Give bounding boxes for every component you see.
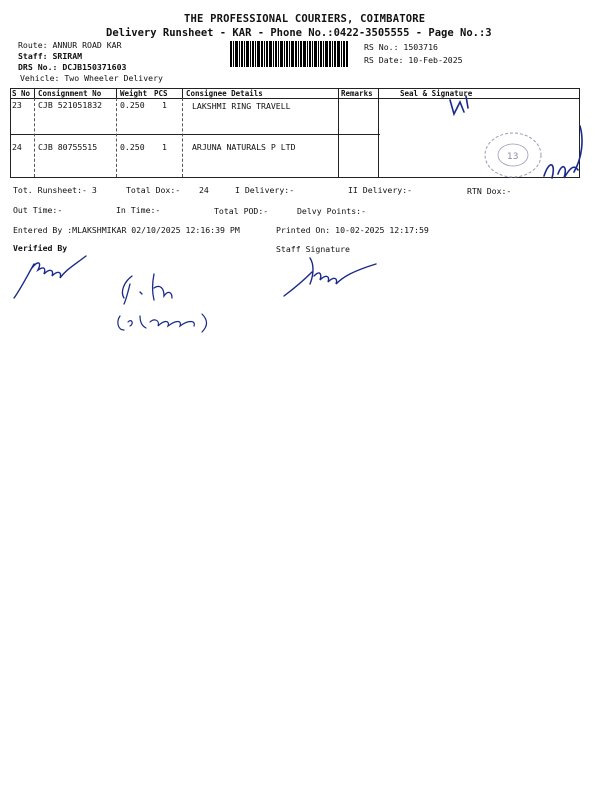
header-seal-signature: Seal & Signature: [400, 89, 473, 98]
verified-by-label: Verified By: [13, 243, 68, 253]
staff-signature-label: Staff Signature: [276, 244, 350, 254]
header-sno: S No: [12, 89, 31, 98]
delvy-points: Delvy Points:-: [297, 206, 367, 216]
initials-signature: [110, 270, 220, 334]
row-2-pcs: 1: [162, 142, 167, 152]
row-1-signature-mark: [444, 92, 480, 122]
row-1-consignee: LAKSHMI RING TRAVELL: [192, 101, 291, 111]
rs-number: RS No.: 1503716: [364, 42, 438, 52]
i-delivery: I Delivery:-: [235, 185, 295, 195]
row-1-consignment: CJB 521051832: [38, 100, 103, 110]
in-time: In Time:-: [116, 205, 161, 215]
row-2-consignment: CJB 80755515: [38, 142, 98, 152]
row-1-weight: 0.250: [120, 100, 145, 110]
route-text: Route: ANNUR ROAD KAR: [18, 40, 122, 50]
row-2-consignee: ARJUNA NATURALS P LTD: [192, 142, 296, 152]
header-consignment: Consignment No: [38, 89, 102, 98]
out-time: Out Time:-: [13, 205, 63, 215]
header-pcs: PCS: [154, 89, 168, 98]
header-consignee: Consignee Details: [186, 89, 263, 98]
total-pod: Total POD:-: [214, 206, 269, 216]
row-2-weight: 0.250: [120, 142, 145, 152]
total-dox-label: Total Dox:-: [126, 185, 181, 195]
rtn-dox: RTN Dox:-: [467, 186, 512, 196]
row-2-signature-mark: [534, 118, 590, 190]
company-title: THE PROFESSIONAL COURIERS, COIMBATORE: [184, 13, 426, 25]
header-remarks: Remarks: [341, 89, 373, 98]
row-2-sno: 24: [12, 142, 22, 152]
vehicle-text: Vehicle: Two Wheeler Delivery: [20, 73, 163, 83]
printed-on: Printed On: 10-02-2025 12:17:59: [276, 225, 429, 235]
header-weight: Weight: [120, 89, 148, 98]
verified-by-signature: [10, 250, 90, 302]
runsheet-title: Delivery Runsheet - KAR - Phone No.:0422-3505555 - Page No.:3: [106, 27, 492, 39]
staff-signature: [280, 250, 380, 302]
barcode-image: [230, 41, 348, 67]
tot-runsheet: Tot. Runsheet:- 3: [13, 185, 97, 195]
row-1-sno: 23: [12, 100, 22, 110]
rs-date: RS Date: 10-Feb-2025: [364, 55, 463, 65]
staff-text: Staff: SRIRAM: [18, 51, 83, 61]
ii-delivery: II Delivery:-: [348, 185, 413, 195]
entered-by: Entered By :MLAKSHMIKAR 02/10/2025 12:16:39 PM: [13, 225, 240, 235]
svg-text:13: 13: [507, 152, 519, 162]
drs-number: DRS No.: DCJB150371603: [18, 62, 127, 72]
total-dox-value: 24: [199, 185, 209, 195]
row-1-pcs: 1: [162, 100, 167, 110]
